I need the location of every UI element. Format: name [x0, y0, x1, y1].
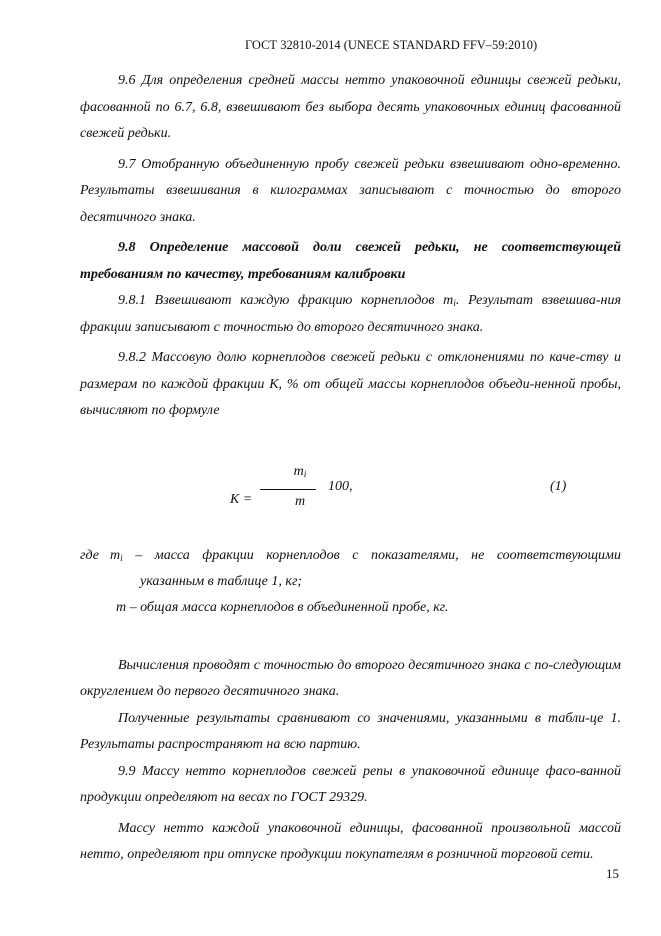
legend-mi-desc: – масса фракции корнеплодов с показателями, не соответствующими	[122, 547, 621, 563]
paragraph-results: Полученные результаты сравнивают со значениями, указанными в табли-це 1. Результаты распространяют на всю партию.	[80, 710, 621, 752]
subscript-i: i	[453, 299, 456, 309]
paragraph-9-6	[80, 68, 621, 148]
paragraph-9-8-2: 9.8.2 Массовую долю корнеплодов свежей редьки с отклонениями по каче-ству и размерам по каждой фракции К, % от общей массы корнеплодов объеди-ненной пробы, вычисляют по формуле	[80, 350, 621, 418]
paragraph-9-8-1-part-a: 9.8.1 Взвешивают каждую фракцию корнеплодов m	[118, 293, 454, 308]
paragraph-9-6-line1: 9.6 Для определения средней массы нетто упаковочной единицы свежей	[118, 73, 572, 88]
paragraph-9-7: 9.7 Отобранную объединенную пробу свежей редьки взвешивают одно-временно. Результаты взвешивания в килограммах записывают с точностью до второго десятичного знака.	[80, 156, 621, 225]
paragraph-9-6-rest: редьки, фасованной по 6.7, 6.8, взвешивают без выбора десять упаковочных единиц фасованной свежей редьки.	[80, 73, 622, 141]
paragraph-9-8-1	[80, 288, 621, 341]
page-number: 15	[606, 866, 619, 881]
legend-mi-desc2: указанным в таблице 1, кг;	[140, 573, 303, 589]
formula-denominator: m	[294, 493, 306, 509]
formula-numerator	[280, 459, 320, 486]
paragraph-mass: Массу нетто каждой упаковочной единицы, фасованной произвольной массой нетто, определяют при отпуске продукции покупателям в розничной торговой сети.	[80, 820, 621, 862]
section-heading-9-8: 9.8 Определение массовой доли свежей редьки, не соответствующей требованиям по качеству, требованиям калибровки	[80, 240, 621, 282]
legend-mi-text	[110, 543, 621, 570]
legend-mi-sub: i	[120, 553, 123, 564]
paragraph-9-8-1-part-b: . Результат взвешива-ния фракции записывают с точностью до второго десятичного знака.	[80, 293, 622, 335]
formula-multiplier: 100,	[328, 478, 353, 494]
formula-1	[80, 425, 621, 543]
formula-number: (1)	[550, 478, 567, 494]
legend-mi-base: m	[110, 547, 121, 563]
paragraph-calculation: Вычисления проводят с точностью до второго десятичного знака с по-следующим округлением до первого десятичного знака.	[80, 657, 621, 699]
formula-legend	[80, 543, 621, 623]
paragraph-9-9: 9.9 Массу нетто корнеплодов свежей репы в упаковочной единице фасо-ванной продукции определяют на весах по ГОСТ 29329.	[80, 763, 621, 805]
page-content	[80, 68, 621, 869]
formula-lhs: К =	[230, 491, 253, 507]
legend-m: m – общая масса корнеплодов в объединенной пробе, кг.	[116, 599, 449, 615]
formula-numerator-sub: i	[303, 469, 307, 480]
legend-label: где	[80, 547, 99, 563]
formula-numerator-base: m	[293, 463, 304, 479]
document-header: ГОСТ 32810-2014 (UNECE STANDARD FFV–59:2010)	[245, 38, 538, 52]
